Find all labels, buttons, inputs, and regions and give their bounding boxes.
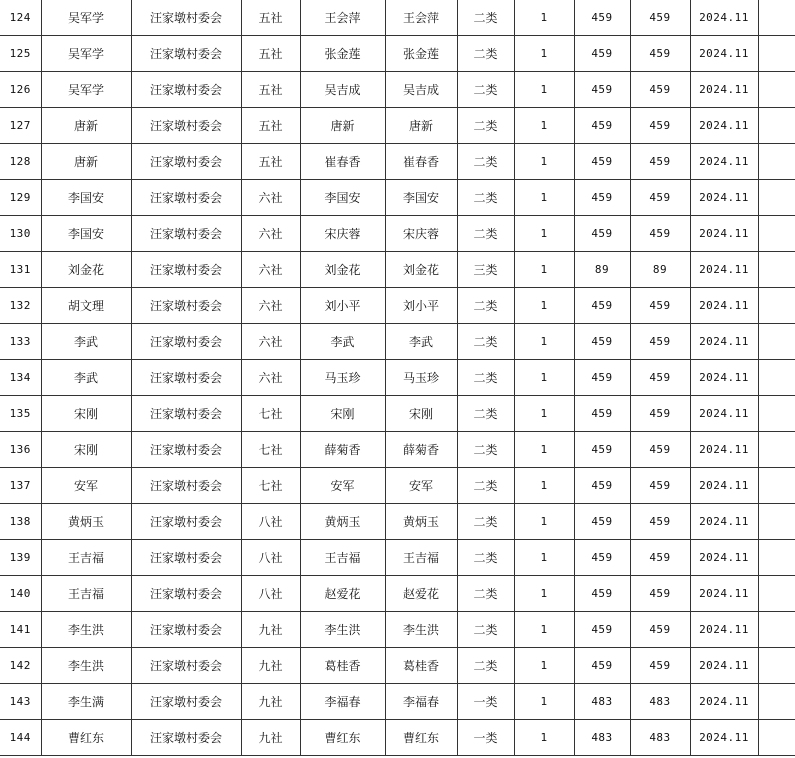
payment-amount-cell: 459 — [630, 540, 690, 576]
row-number-cell: 133 — [0, 324, 41, 360]
count-cell: 1 — [514, 36, 574, 72]
payee-name-cell: 李国安 — [385, 180, 457, 216]
count-cell: 1 — [514, 288, 574, 324]
village-committee-cell: 汪家墩村委会 — [131, 288, 241, 324]
standard-amount-cell: 459 — [574, 540, 630, 576]
row-number-cell: 125 — [0, 36, 41, 72]
category-cell: 二类 — [457, 72, 514, 108]
period-cell: 2024.11 — [690, 0, 758, 36]
count-cell: 1 — [514, 720, 574, 756]
payment-amount-cell: 459 — [630, 576, 690, 612]
recipient-name-cell: 吴吉成 — [300, 72, 385, 108]
standard-amount-cell: 459 — [574, 648, 630, 684]
standard-amount-cell: 459 — [574, 396, 630, 432]
period-cell: 2024.11 — [690, 540, 758, 576]
recipient-name-cell: 崔春香 — [300, 144, 385, 180]
village-committee-cell: 汪家墩村委会 — [131, 504, 241, 540]
table-row — [0, 324, 795, 360]
period-cell: 2024.11 — [690, 252, 758, 288]
recipient-name-cell: 李武 — [300, 324, 385, 360]
standard-amount-cell: 483 — [574, 720, 630, 756]
payment-amount-cell: 459 — [630, 36, 690, 72]
remarks-cell — [758, 540, 795, 576]
count-cell: 1 — [514, 576, 574, 612]
standard-amount-cell: 459 — [574, 72, 630, 108]
category-cell: 二类 — [457, 216, 514, 252]
group-cell: 九社 — [241, 648, 300, 684]
remarks-cell — [758, 612, 795, 648]
household-head-cell: 李生洪 — [41, 612, 131, 648]
group-cell: 七社 — [241, 432, 300, 468]
count-cell: 1 — [514, 0, 574, 36]
table-row — [0, 648, 795, 684]
household-head-cell: 曹红东 — [41, 720, 131, 756]
remarks-cell — [758, 324, 795, 360]
table-row — [0, 396, 795, 432]
row-number-cell: 136 — [0, 432, 41, 468]
row-number-cell: 130 — [0, 216, 41, 252]
village-committee-cell: 汪家墩村委会 — [131, 252, 241, 288]
table-row — [0, 144, 795, 180]
group-cell: 八社 — [241, 576, 300, 612]
group-cell: 五社 — [241, 72, 300, 108]
group-cell: 七社 — [241, 468, 300, 504]
payee-name-cell: 刘小平 — [385, 288, 457, 324]
category-cell: 二类 — [457, 576, 514, 612]
count-cell: 1 — [514, 648, 574, 684]
row-number-cell: 138 — [0, 504, 41, 540]
remarks-cell — [758, 468, 795, 504]
household-head-cell: 刘金花 — [41, 252, 131, 288]
recipient-name-cell: 张金莲 — [300, 36, 385, 72]
group-cell: 六社 — [241, 288, 300, 324]
table-row — [0, 360, 795, 396]
table-row — [0, 684, 795, 720]
group-cell: 九社 — [241, 684, 300, 720]
payment-amount-cell: 459 — [630, 432, 690, 468]
village-committee-cell: 汪家墩村委会 — [131, 720, 241, 756]
household-head-cell: 吴军学 — [41, 72, 131, 108]
payment-amount-cell: 89 — [630, 252, 690, 288]
recipient-name-cell: 李福春 — [300, 684, 385, 720]
payee-name-cell: 安军 — [385, 468, 457, 504]
row-number-cell: 143 — [0, 684, 41, 720]
payee-name-cell: 李福春 — [385, 684, 457, 720]
period-cell: 2024.11 — [690, 504, 758, 540]
period-cell: 2024.11 — [690, 216, 758, 252]
table-row — [0, 36, 795, 72]
count-cell: 1 — [514, 252, 574, 288]
payee-name-cell: 黄炳玉 — [385, 504, 457, 540]
recipient-name-cell: 黄炳玉 — [300, 504, 385, 540]
payment-amount-cell: 459 — [630, 144, 690, 180]
table-row — [0, 0, 795, 36]
payee-name-cell: 王会萍 — [385, 0, 457, 36]
payee-name-cell: 宋庆蓉 — [385, 216, 457, 252]
payment-amount-cell: 459 — [630, 360, 690, 396]
payment-amount-cell: 459 — [630, 72, 690, 108]
remarks-cell — [758, 396, 795, 432]
period-cell: 2024.11 — [690, 396, 758, 432]
remarks-cell — [758, 252, 795, 288]
payment-amount-cell: 459 — [630, 180, 690, 216]
payee-name-cell: 李生洪 — [385, 612, 457, 648]
row-number-cell: 135 — [0, 396, 41, 432]
period-cell: 2024.11 — [690, 648, 758, 684]
village-committee-cell: 汪家墩村委会 — [131, 324, 241, 360]
household-head-cell: 李国安 — [41, 216, 131, 252]
payment-amount-cell: 459 — [630, 0, 690, 36]
payment-amount-cell: 459 — [630, 648, 690, 684]
row-number-cell: 139 — [0, 540, 41, 576]
remarks-cell — [758, 108, 795, 144]
remarks-cell — [758, 684, 795, 720]
count-cell: 1 — [514, 180, 574, 216]
recipient-name-cell: 刘金花 — [300, 252, 385, 288]
payment-amount-cell: 459 — [630, 468, 690, 504]
period-cell: 2024.11 — [690, 144, 758, 180]
category-cell: 三类 — [457, 252, 514, 288]
standard-amount-cell: 459 — [574, 432, 630, 468]
payee-name-cell: 葛桂香 — [385, 648, 457, 684]
village-committee-cell: 汪家墩村委会 — [131, 648, 241, 684]
row-number-cell: 140 — [0, 576, 41, 612]
recipient-name-cell: 唐新 — [300, 108, 385, 144]
table-row — [0, 612, 795, 648]
category-cell: 二类 — [457, 360, 514, 396]
row-number-cell: 127 — [0, 108, 41, 144]
category-cell: 一类 — [457, 720, 514, 756]
household-head-cell: 李武 — [41, 324, 131, 360]
village-committee-cell: 汪家墩村委会 — [131, 576, 241, 612]
standard-amount-cell: 459 — [574, 216, 630, 252]
category-cell: 二类 — [457, 288, 514, 324]
recipient-name-cell: 安军 — [300, 468, 385, 504]
household-head-cell: 李生满 — [41, 684, 131, 720]
group-cell: 六社 — [241, 360, 300, 396]
payment-amount-cell: 459 — [630, 324, 690, 360]
household-head-cell: 吴军学 — [41, 36, 131, 72]
category-cell: 二类 — [457, 504, 514, 540]
category-cell: 二类 — [457, 468, 514, 504]
household-head-cell: 黄炳玉 — [41, 504, 131, 540]
standard-amount-cell: 459 — [574, 360, 630, 396]
row-number-cell: 128 — [0, 144, 41, 180]
category-cell: 二类 — [457, 0, 514, 36]
payee-name-cell: 李武 — [385, 324, 457, 360]
group-cell: 五社 — [241, 144, 300, 180]
group-cell: 六社 — [241, 216, 300, 252]
payee-name-cell: 王吉福 — [385, 540, 457, 576]
row-number-cell: 131 — [0, 252, 41, 288]
table-row — [0, 720, 795, 756]
count-cell: 1 — [514, 432, 574, 468]
category-cell: 一类 — [457, 684, 514, 720]
remarks-cell — [758, 36, 795, 72]
payee-name-cell: 唐新 — [385, 108, 457, 144]
recipient-name-cell: 王会萍 — [300, 0, 385, 36]
group-cell: 五社 — [241, 0, 300, 36]
village-committee-cell: 汪家墩村委会 — [131, 180, 241, 216]
payment-amount-cell: 459 — [630, 216, 690, 252]
standard-amount-cell: 459 — [574, 324, 630, 360]
payee-name-cell: 赵爱花 — [385, 576, 457, 612]
row-number-cell: 144 — [0, 720, 41, 756]
payment-amount-cell: 459 — [630, 612, 690, 648]
period-cell: 2024.11 — [690, 36, 758, 72]
row-number-cell: 129 — [0, 180, 41, 216]
payee-name-cell: 吴吉成 — [385, 72, 457, 108]
group-cell: 九社 — [241, 612, 300, 648]
count-cell: 1 — [514, 108, 574, 144]
period-cell: 2024.11 — [690, 288, 758, 324]
standard-amount-cell: 459 — [574, 468, 630, 504]
category-cell: 二类 — [457, 108, 514, 144]
village-committee-cell: 汪家墩村委会 — [131, 432, 241, 468]
category-cell: 二类 — [457, 396, 514, 432]
group-cell: 六社 — [241, 252, 300, 288]
category-cell: 二类 — [457, 612, 514, 648]
period-cell: 2024.11 — [690, 720, 758, 756]
table-row — [0, 108, 795, 144]
table-row — [0, 252, 795, 288]
village-committee-cell: 汪家墩村委会 — [131, 36, 241, 72]
count-cell: 1 — [514, 216, 574, 252]
standard-amount-cell: 459 — [574, 576, 630, 612]
category-cell: 二类 — [457, 324, 514, 360]
payment-amount-cell: 459 — [630, 396, 690, 432]
table-row — [0, 180, 795, 216]
table-row — [0, 468, 795, 504]
payee-name-cell: 刘金花 — [385, 252, 457, 288]
recipient-name-cell: 薛菊香 — [300, 432, 385, 468]
table-row — [0, 540, 795, 576]
category-cell: 二类 — [457, 432, 514, 468]
household-head-cell: 宋刚 — [41, 396, 131, 432]
payment-amount-cell: 459 — [630, 288, 690, 324]
period-cell: 2024.11 — [690, 612, 758, 648]
village-committee-cell: 汪家墩村委会 — [131, 108, 241, 144]
household-head-cell: 唐新 — [41, 108, 131, 144]
table-row — [0, 432, 795, 468]
standard-amount-cell: 459 — [574, 612, 630, 648]
category-cell: 二类 — [457, 180, 514, 216]
count-cell: 1 — [514, 72, 574, 108]
remarks-cell — [758, 432, 795, 468]
remarks-cell — [758, 288, 795, 324]
remarks-cell — [758, 72, 795, 108]
row-number-cell: 126 — [0, 72, 41, 108]
category-cell: 二类 — [457, 648, 514, 684]
standard-amount-cell: 483 — [574, 684, 630, 720]
count-cell: 1 — [514, 324, 574, 360]
household-head-cell: 王吉福 — [41, 540, 131, 576]
period-cell: 2024.11 — [690, 432, 758, 468]
table-row — [0, 72, 795, 108]
period-cell: 2024.11 — [690, 684, 758, 720]
standard-amount-cell: 459 — [574, 144, 630, 180]
group-cell: 七社 — [241, 396, 300, 432]
recipient-name-cell: 马玉珍 — [300, 360, 385, 396]
village-committee-cell: 汪家墩村委会 — [131, 468, 241, 504]
row-number-cell: 134 — [0, 360, 41, 396]
category-cell: 二类 — [457, 36, 514, 72]
recipient-name-cell: 李生洪 — [300, 612, 385, 648]
payment-amount-cell: 459 — [630, 504, 690, 540]
remarks-cell — [758, 576, 795, 612]
table-row — [0, 504, 795, 540]
group-cell: 五社 — [241, 108, 300, 144]
standard-amount-cell: 459 — [574, 36, 630, 72]
payee-name-cell: 崔春香 — [385, 144, 457, 180]
village-committee-cell: 汪家墩村委会 — [131, 0, 241, 36]
payment-amount-cell: 459 — [630, 108, 690, 144]
count-cell: 1 — [514, 360, 574, 396]
recipient-name-cell: 葛桂香 — [300, 648, 385, 684]
standard-amount-cell: 459 — [574, 288, 630, 324]
payee-name-cell: 宋刚 — [385, 396, 457, 432]
period-cell: 2024.11 — [690, 360, 758, 396]
payee-name-cell: 马玉珍 — [385, 360, 457, 396]
period-cell: 2024.11 — [690, 468, 758, 504]
village-committee-cell: 汪家墩村委会 — [131, 144, 241, 180]
household-head-cell: 李武 — [41, 360, 131, 396]
recipient-name-cell: 刘小平 — [300, 288, 385, 324]
table-row — [0, 288, 795, 324]
category-cell: 二类 — [457, 144, 514, 180]
group-cell: 五社 — [241, 36, 300, 72]
period-cell: 2024.11 — [690, 108, 758, 144]
standard-amount-cell: 459 — [574, 108, 630, 144]
payment-amount-cell: 483 — [630, 720, 690, 756]
village-committee-cell: 汪家墩村委会 — [131, 540, 241, 576]
recipient-name-cell: 王吉福 — [300, 540, 385, 576]
household-head-cell: 安军 — [41, 468, 131, 504]
period-cell: 2024.11 — [690, 576, 758, 612]
count-cell: 1 — [514, 396, 574, 432]
village-committee-cell: 汪家墩村委会 — [131, 684, 241, 720]
row-number-cell: 142 — [0, 648, 41, 684]
row-number-cell: 137 — [0, 468, 41, 504]
remarks-cell — [758, 0, 795, 36]
village-committee-cell: 汪家墩村委会 — [131, 72, 241, 108]
count-cell: 1 — [514, 684, 574, 720]
row-number-cell: 141 — [0, 612, 41, 648]
remarks-cell — [758, 216, 795, 252]
remarks-cell — [758, 648, 795, 684]
period-cell: 2024.11 — [690, 180, 758, 216]
period-cell: 2024.11 — [690, 72, 758, 108]
group-cell: 六社 — [241, 324, 300, 360]
group-cell: 九社 — [241, 720, 300, 756]
count-cell: 1 — [514, 468, 574, 504]
standard-amount-cell: 459 — [574, 0, 630, 36]
payee-name-cell: 曹红东 — [385, 720, 457, 756]
count-cell: 1 — [514, 504, 574, 540]
recipient-name-cell: 赵爱花 — [300, 576, 385, 612]
group-cell: 八社 — [241, 540, 300, 576]
table-row — [0, 576, 795, 612]
payee-name-cell: 张金莲 — [385, 36, 457, 72]
recipient-name-cell: 李国安 — [300, 180, 385, 216]
remarks-cell — [758, 504, 795, 540]
row-number-cell: 124 — [0, 0, 41, 36]
row-number-cell: 132 — [0, 288, 41, 324]
household-head-cell: 李国安 — [41, 180, 131, 216]
payee-name-cell: 薛菊香 — [385, 432, 457, 468]
standard-amount-cell: 459 — [574, 504, 630, 540]
household-head-cell: 胡文理 — [41, 288, 131, 324]
village-committee-cell: 汪家墩村委会 — [131, 396, 241, 432]
count-cell: 1 — [514, 540, 574, 576]
village-committee-cell: 汪家墩村委会 — [131, 360, 241, 396]
remarks-cell — [758, 720, 795, 756]
village-committee-cell: 汪家墩村委会 — [131, 216, 241, 252]
table-row — [0, 216, 795, 252]
remarks-cell — [758, 360, 795, 396]
remarks-cell — [758, 144, 795, 180]
recipient-name-cell: 曹红东 — [300, 720, 385, 756]
household-head-cell: 唐新 — [41, 144, 131, 180]
standard-amount-cell: 89 — [574, 252, 630, 288]
remarks-cell — [758, 180, 795, 216]
group-cell: 八社 — [241, 504, 300, 540]
category-cell: 二类 — [457, 540, 514, 576]
count-cell: 1 — [514, 144, 574, 180]
household-head-cell: 李生洪 — [41, 648, 131, 684]
payment-amount-cell: 483 — [630, 684, 690, 720]
household-head-cell: 王吉福 — [41, 576, 131, 612]
household-head-cell: 吴军学 — [41, 0, 131, 36]
village-committee-cell: 汪家墩村委会 — [131, 612, 241, 648]
household-head-cell: 宋刚 — [41, 432, 131, 468]
count-cell: 1 — [514, 612, 574, 648]
standard-amount-cell: 459 — [574, 180, 630, 216]
period-cell: 2024.11 — [690, 324, 758, 360]
group-cell: 六社 — [241, 180, 300, 216]
recipient-name-cell: 宋庆蓉 — [300, 216, 385, 252]
recipient-name-cell: 宋刚 — [300, 396, 385, 432]
